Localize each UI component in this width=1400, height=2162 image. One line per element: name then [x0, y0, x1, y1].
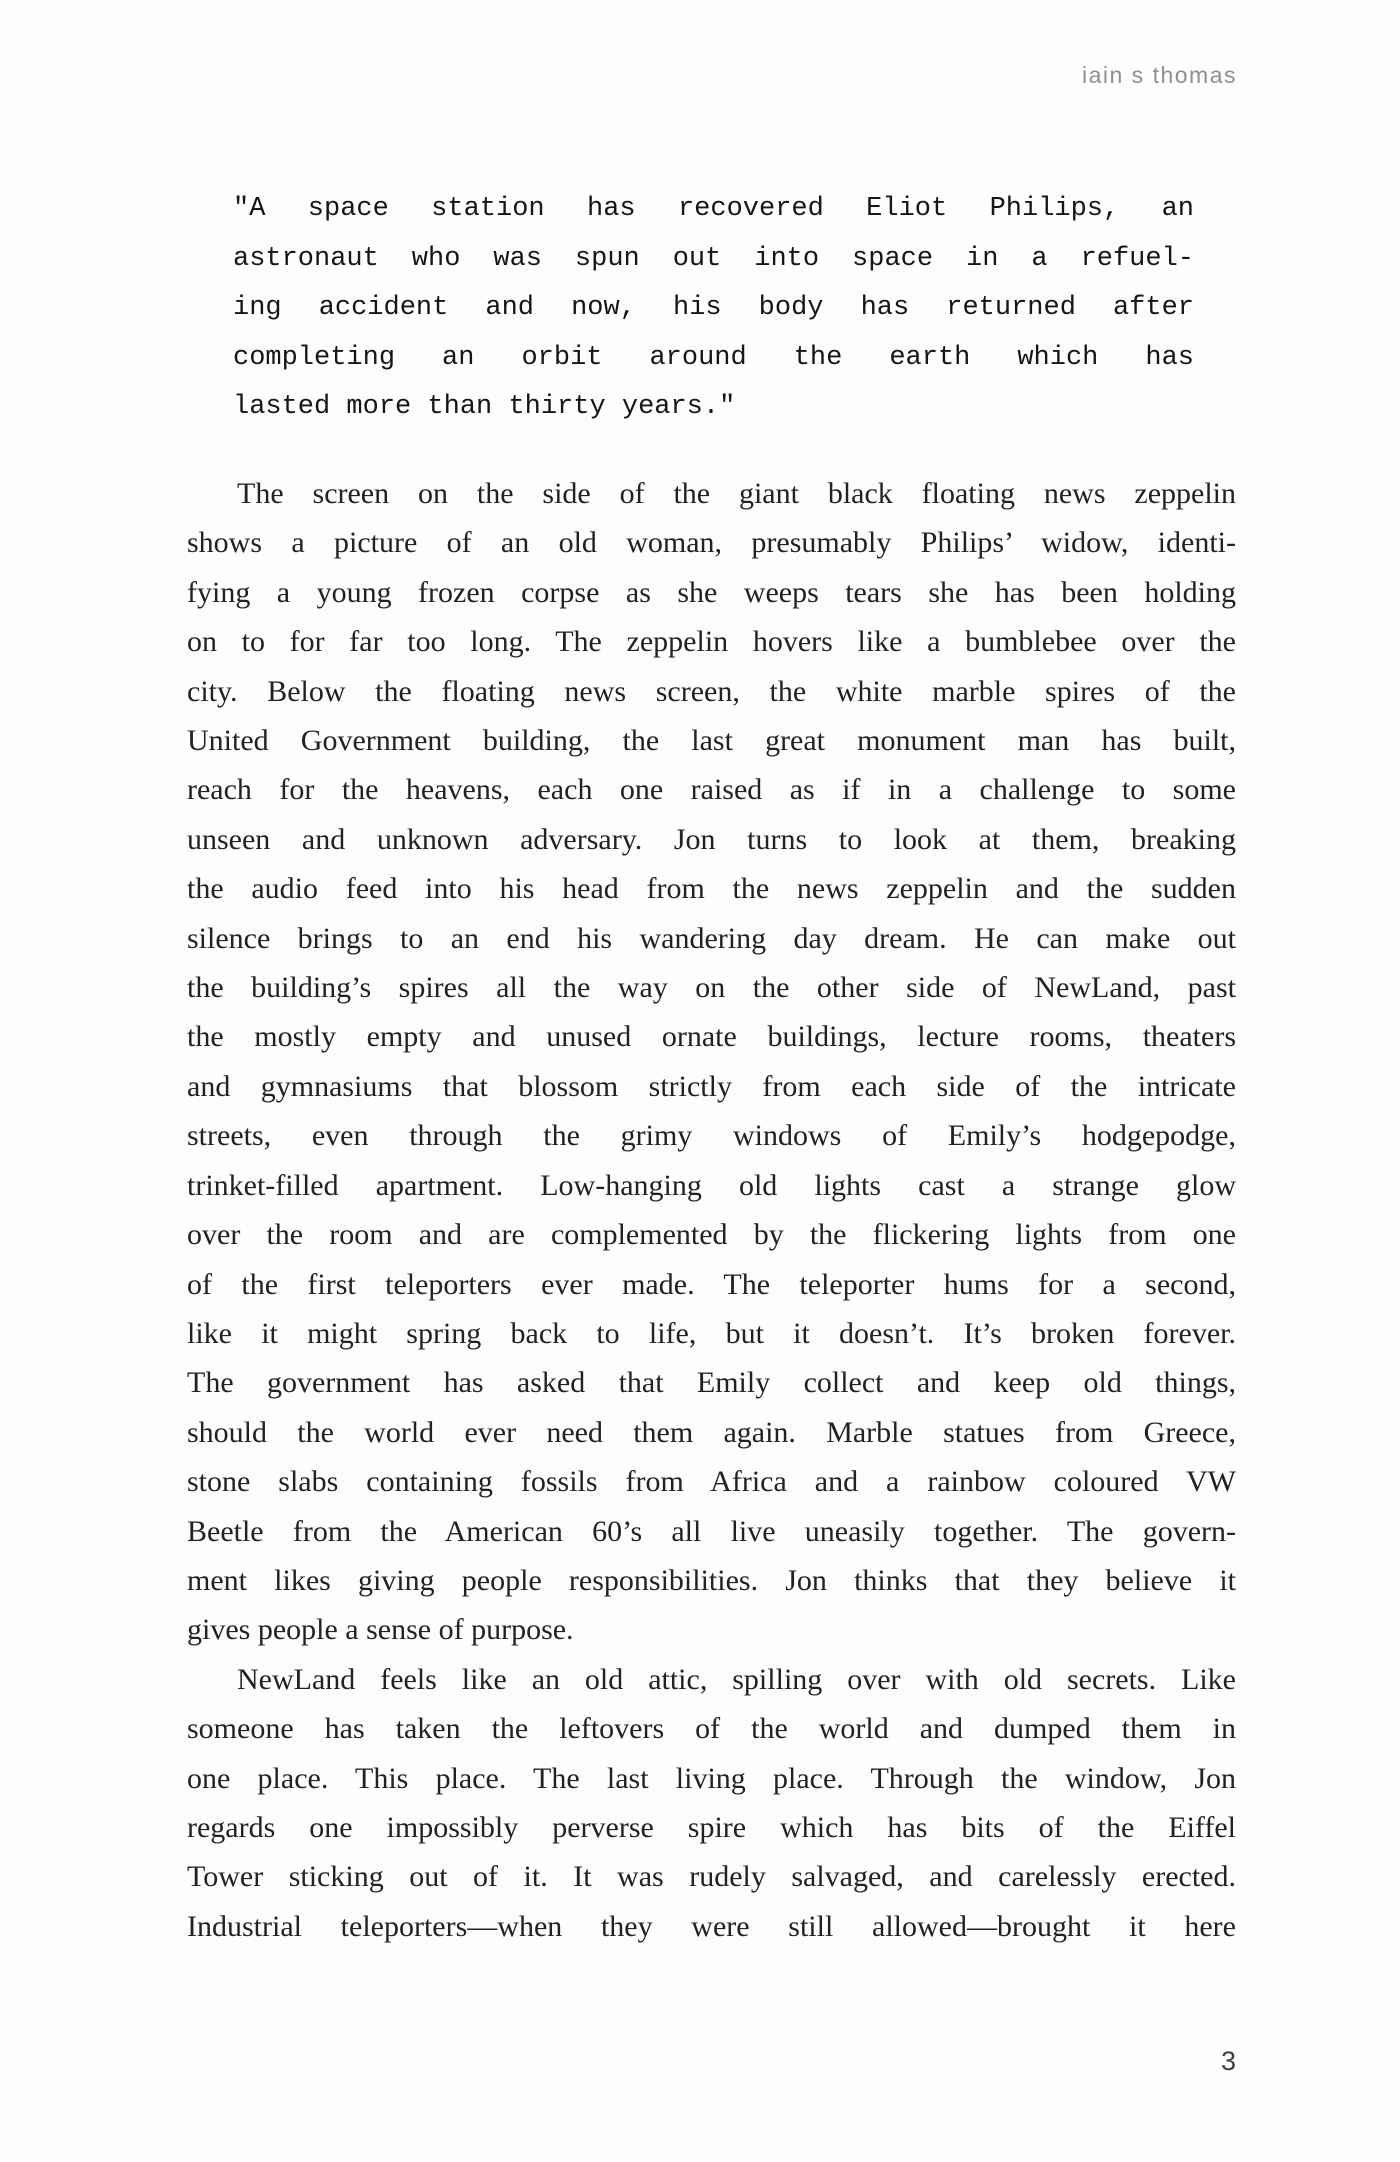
text-line: [233, 185, 1194, 235]
paragraph-1: [187, 469, 1236, 1655]
text-line: [187, 617, 1236, 666]
text-line: [187, 963, 1236, 1012]
line-text: NewLand feels like an old attic, spilling over with old secrets. Like: [237, 1662, 1236, 1696]
text-line: [187, 1457, 1236, 1506]
line-text: completing an orbit around the earth which has: [233, 342, 1194, 373]
text-line: [187, 1556, 1236, 1605]
text-line: [187, 1260, 1236, 1309]
line-text: gives people a sense of purpose.: [187, 1613, 574, 1647]
line-text: ing accident and now, his body has returned after: [233, 293, 1194, 323]
text-line: [233, 383, 1194, 433]
quote-block: [233, 185, 1194, 433]
line-text: Tower sticking out of it. It was rudely salvaged, and carelessly erected.: [187, 1860, 1236, 1894]
line-text: on to for far too long. The zeppelin hovers like a bumblebee over the: [187, 625, 1236, 659]
text-line: [187, 1408, 1236, 1457]
body-text: [187, 469, 1236, 1951]
page-number: 3: [1220, 2046, 1236, 2076]
line-text: the building’s spires all the way on the other side of NewLand, past: [187, 971, 1236, 1005]
line-text: fying a young frozen corpse as she weeps tears she has been holding: [187, 575, 1236, 609]
line-text: and gymnasiums that blossom strictly from each side of the intricate: [187, 1069, 1236, 1103]
line-text: stone slabs containing fossils from Africa and a rainbow coloured VW: [187, 1465, 1236, 1499]
text-line: [187, 469, 1236, 518]
line-text: someone has taken the leftovers of the world and dumped them in: [187, 1712, 1236, 1746]
line-text: one place. This place. The last living place. Through the window, Jon: [187, 1761, 1236, 1795]
line-text: United Government building, the last great monument man has built,: [187, 724, 1236, 758]
line-text: city. Below the floating news screen, the white marble spires of the: [187, 674, 1236, 708]
text-line: [187, 1754, 1236, 1803]
line-text: should the world ever need them again. Marble statues from Greece,: [187, 1415, 1236, 1449]
line-text: Beetle from the American 60’s all live uneasily together. The govern-: [187, 1514, 1236, 1548]
line-text: The screen on the side of the giant black floating news zeppelin: [237, 477, 1236, 510]
text-line: [187, 1062, 1236, 1111]
text-line: [187, 765, 1236, 814]
line-text: streets, even through the grimy windows of Emily’s hodgepodge,: [187, 1119, 1236, 1153]
text-line: [187, 1852, 1236, 1901]
text-line: [187, 1161, 1236, 1210]
line-text: Industrial teleporters—when they were still allowed—brought it here: [187, 1909, 1236, 1943]
line-text: like it might spring back to life, but it doesn’t. It’s broken forever.: [187, 1316, 1236, 1350]
line-text: ment likes giving people responsibilities. Jon thinks that they believe it: [187, 1563, 1236, 1597]
line-text: unseen and unknown adversary. Jon turns to look at them, breaking: [187, 822, 1236, 856]
text-line: [187, 1111, 1236, 1160]
line-text: of the first teleporters ever made. The teleporter hums for a second,: [187, 1267, 1236, 1301]
line-text: silence brings to an end his wandering day dream. He can make out: [187, 921, 1236, 955]
line-text: astronaut who was spun out into space in a refuel-: [233, 243, 1194, 274]
text-line: [187, 1704, 1236, 1753]
line-text: shows a picture of an old woman, presumably Philips’ widow, identi-: [187, 526, 1236, 560]
running-header: iain s thomas: [1081, 62, 1237, 88]
text-line: [187, 1309, 1236, 1358]
text-line: [187, 864, 1236, 913]
text-line: [187, 1902, 1236, 1951]
text-line: [187, 1605, 1236, 1654]
text-line: [233, 235, 1194, 285]
text-line: [233, 284, 1194, 334]
text-line: [187, 815, 1236, 864]
paragraph-2: [187, 1655, 1236, 1951]
line-text: lasted more than thirty years.": [233, 392, 736, 422]
line-text: the audio feed into his head from the news zeppelin and the sudden: [187, 872, 1236, 906]
line-text: over the room and are complemented by the flickering lights from one: [187, 1218, 1236, 1252]
line-text: the mostly empty and unused ornate buildings, lecture rooms, theaters: [187, 1020, 1236, 1054]
text-line: [187, 1507, 1236, 1556]
text-line: [187, 1655, 1236, 1704]
text-line: [187, 568, 1236, 617]
text-line: [187, 716, 1236, 765]
text-line: [233, 334, 1194, 384]
text-line: [187, 1012, 1236, 1061]
text-line: [187, 1803, 1236, 1852]
line-text: reach for the heavens, each one raised as if in a challenge to some: [187, 773, 1236, 807]
text-line: [187, 667, 1236, 716]
line-text: trinket-filled apartment. Low-hanging old lights cast a strange glow: [187, 1168, 1236, 1202]
text-line: [187, 518, 1236, 567]
text-line: [187, 1210, 1236, 1259]
line-text: regards one impossibly perverse spire which has bits of the Eiffel: [187, 1810, 1236, 1844]
line-text: "A space station has recovered Eliot Philips, an: [233, 194, 1194, 224]
line-text: The government has asked that Emily collect and keep old things,: [187, 1366, 1236, 1400]
text-line: [187, 914, 1236, 963]
text-line: [187, 1358, 1236, 1407]
